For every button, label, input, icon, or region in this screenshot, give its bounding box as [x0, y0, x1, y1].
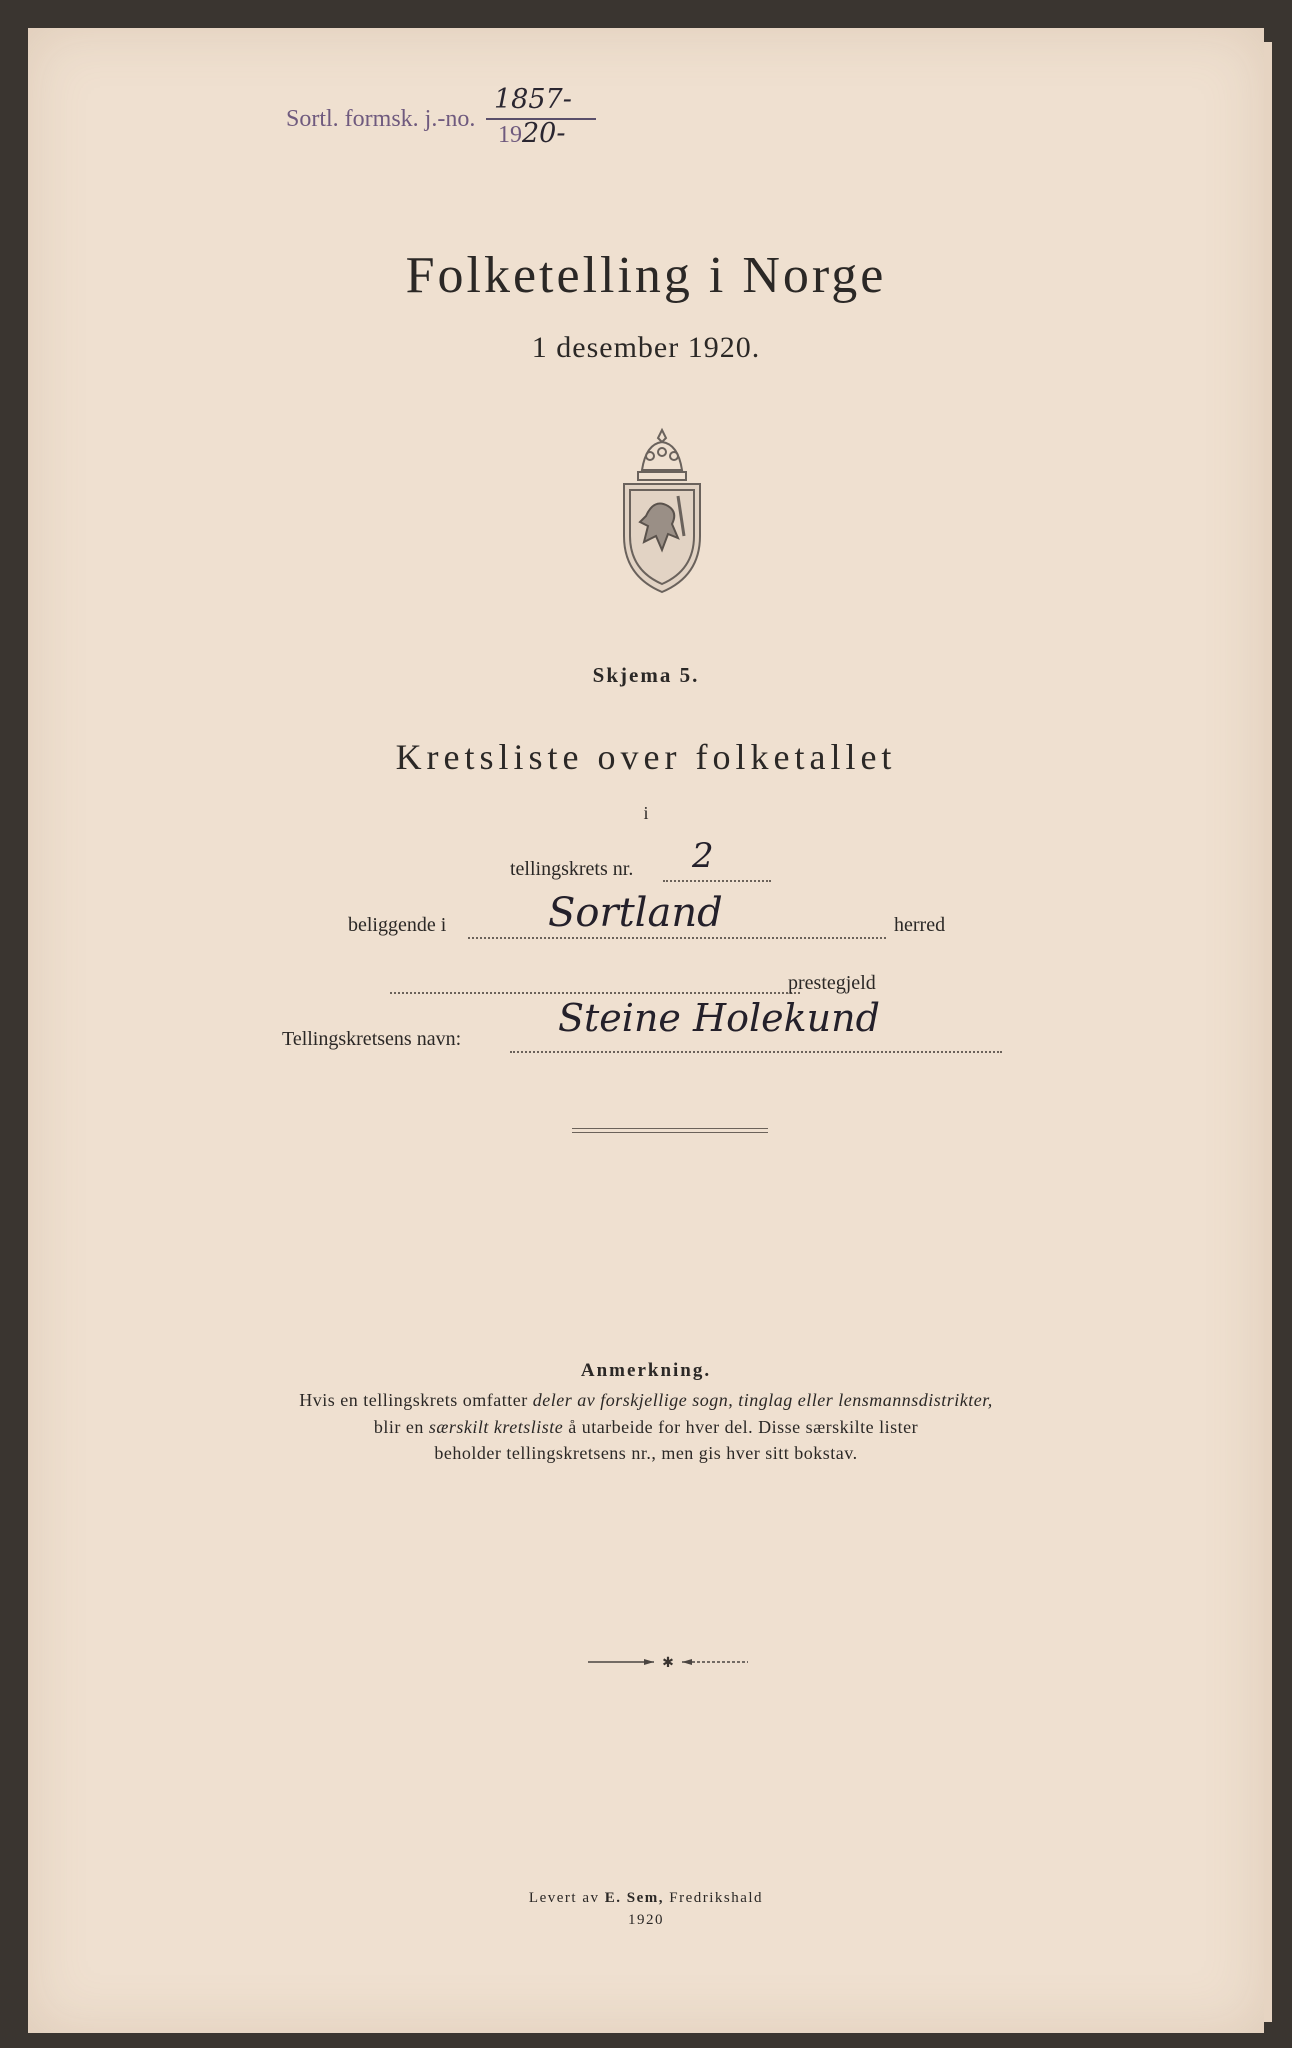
stamp-text: Sortl. formsk. j.-no. [286, 106, 476, 132]
prestegjeld-label: prestegjeld [788, 972, 876, 994]
note-line-2-plain-a: blir en [373, 1417, 429, 1437]
census-form-page [28, 28, 1264, 2033]
imprint-prefix: Levert av [528, 1890, 605, 1906]
coat-of-arms-icon [616, 426, 708, 596]
beliggende-label: beliggende i [348, 914, 447, 936]
imprint-year: 1920 [628, 1912, 664, 1928]
note-line-1 [28, 1390, 1264, 1411]
note-line-2 [28, 1417, 1264, 1438]
connector-word: i [643, 803, 649, 823]
note-line-1-italic: deler av forskjellige sogn, tinglag eller lensmannsdistrikter, [532, 1390, 993, 1410]
prestegjeld-dotted-line [390, 992, 800, 994]
imprint-place: Fredrikshald [663, 1890, 764, 1906]
krets-dotted-line [663, 880, 771, 882]
navn-label: Tellingskretsens navn: [282, 1028, 462, 1050]
krets-label: tellingskrets nr. [510, 858, 634, 880]
navn-dotted-line [510, 1051, 1002, 1053]
stamp-year-hand: 20- [522, 118, 566, 149]
page-edge [1264, 42, 1272, 2022]
archive-stamp [286, 84, 572, 149]
imprint-printer: E. Sem, [604, 1890, 664, 1906]
census-date: 1 desember 1920. [531, 331, 761, 364]
form-heading: Kretsliste over folketallet [395, 737, 897, 777]
note-line-2-plain-b: å utarbeide for hver del. Disse særskilte lister [563, 1417, 919, 1437]
navn-value: Steine Holekund [558, 996, 880, 1040]
note-line-1-plain: Hvis en tellingskrets omfatter [299, 1390, 533, 1410]
page-title: Folketelling i Norge [405, 247, 887, 304]
ornament-divider-icon [588, 1656, 748, 1668]
note-title: Anmerkning. [580, 1360, 712, 1381]
divider-rule-top [572, 1128, 768, 1129]
divider-rule-bottom [572, 1132, 768, 1133]
note-line-2-italic: særskilt kretsliste [428, 1417, 564, 1437]
beliggende-value: Sortland [548, 890, 723, 936]
schema-number: Skjema 5. [592, 663, 700, 687]
stamp-year-prefix: 19 [498, 122, 522, 148]
krets-value: 2 [692, 836, 714, 876]
herred-label: herred [894, 914, 946, 936]
note-line-3: beholder tellingskretsens nr., men gis hver sitt bokstav. [434, 1443, 858, 1463]
printer-imprint [28, 1890, 1264, 1907]
stamp-number: 1857- [494, 84, 572, 115]
stamp-year [498, 118, 565, 149]
beliggende-dotted-line [468, 937, 886, 939]
svg-text:✱: ✱ [662, 1656, 674, 1668]
